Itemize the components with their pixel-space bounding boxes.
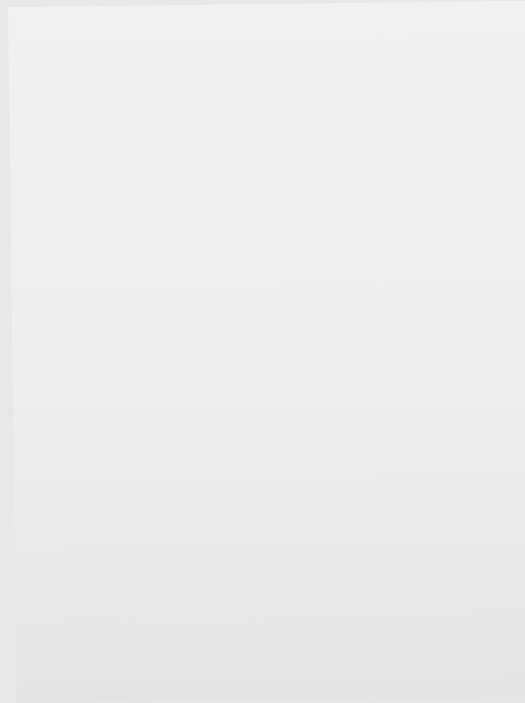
intro-text [32,33,502,39]
paper-sheet [8,1,525,703]
